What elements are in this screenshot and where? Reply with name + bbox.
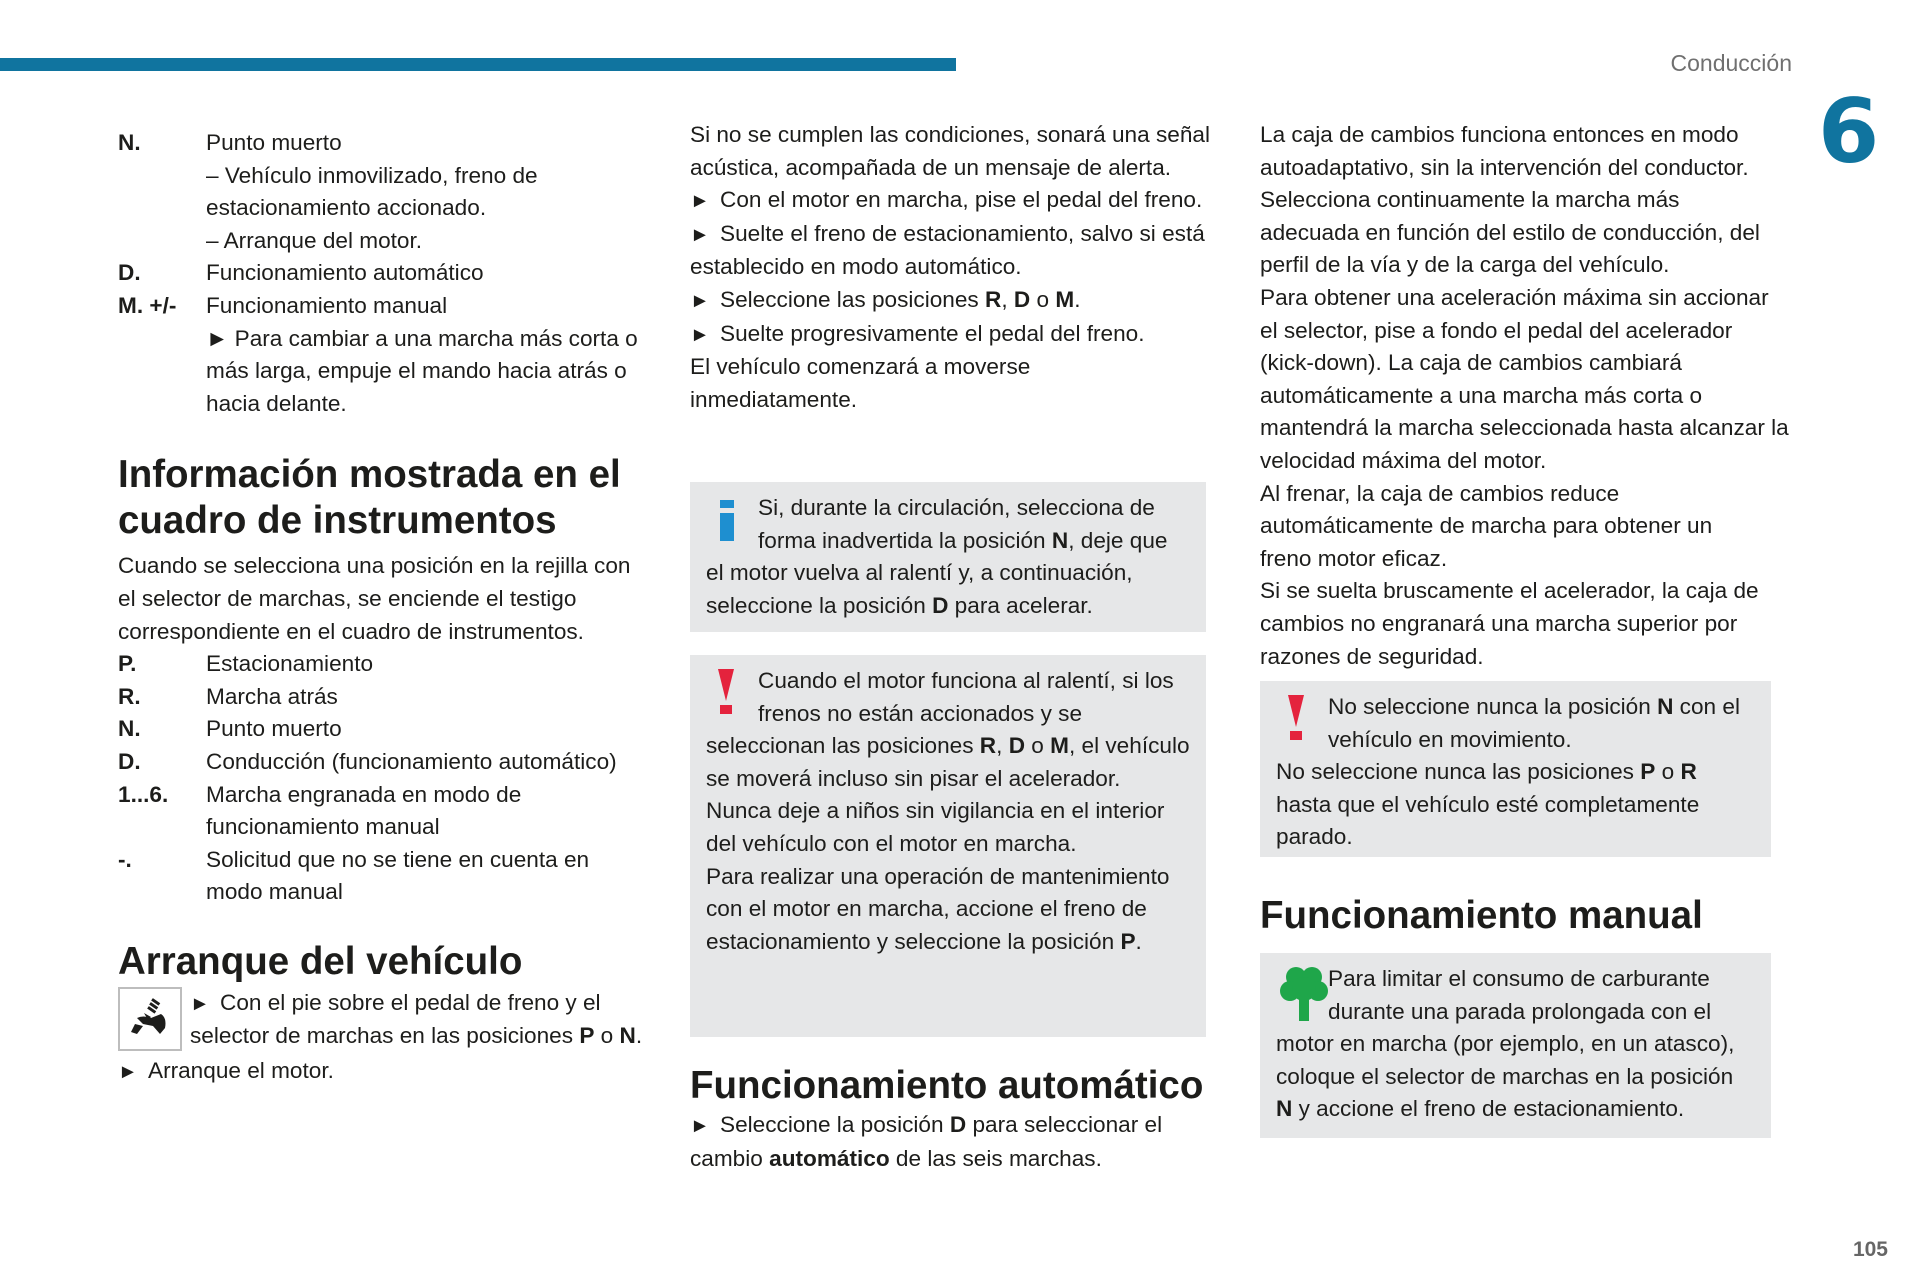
display-def	[118, 713, 658, 746]
paragraph: Para obtener una aceleración máxima sin accionar el selector, pise a fondo el pedal del acelerador (kick-down). La caja de cambios cambiará automáticamente a una marcha más corta o mantendrá la marcha seleccionada hasta alcanzar la velocidad máxima del motor.	[1260, 284, 1789, 473]
def-value: Marcha atrás	[206, 683, 338, 709]
display-def	[118, 648, 658, 681]
paragraph: Selecciona continuamente la marcha más adecuada en función del estilo de conducción, del perfil de la vía y de la carga del vehículo.	[1260, 187, 1760, 278]
def-key: -.	[118, 846, 132, 872]
step: ► Con el motor en marcha, pise el pedal del freno.	[690, 184, 1210, 218]
bullet-arrow-icon: ►	[690, 1115, 710, 1137]
bullet-arrow-icon: ►	[690, 190, 710, 213]
step: ► Seleccione la posición D para seleccionar el cambio automático de las seis marchas.	[690, 1112, 1163, 1171]
warning-children: Nunca deje a niños sin vigilancia en el interior del vehículo con el motor en marcha.	[706, 798, 1165, 856]
bullet-arrow-icon: ►	[118, 1060, 138, 1083]
display-def	[118, 681, 658, 714]
def-value: Punto muerto	[206, 130, 342, 155]
def-subitem: – Arranque del motor.	[206, 227, 423, 253]
info-paragraph: Cuando se selecciona una posición en la rejilla con el selector de marchas, se enciende el testigo correspondiente en el cuadro de instrumentos.	[118, 553, 631, 644]
def-value: Funcionamiento automático	[206, 260, 484, 286]
bullet-arrow-icon: ►	[690, 323, 710, 346]
right-column	[1260, 119, 1790, 673]
start-step-2: ► Arranque el motor.	[118, 1055, 658, 1089]
def-key: R.	[118, 683, 141, 709]
warning-note-box: Cuando el motor funciona al ralentí, si los frenos no están accionados y se seleccionan las posiciones R, D o M, el vehículo se moverá incluso sin pisar el acelerador. Nunca deje a niños sin vigilancia en el interior del vehículo con el motor en marcha. Para realizar una operación de mantenimiento con el motor en marcha, accione el freno de estacionamiento y seleccione la posición P.	[690, 655, 1206, 1037]
gear-def-d	[118, 257, 658, 290]
def-key: 1...6.	[118, 781, 169, 807]
paragraph: Si se suelta bruscamente el acelerador, la caja de cambios no engranará una marcha superior por razones de seguridad.	[1260, 578, 1759, 669]
def-value: Estacionamiento	[206, 651, 374, 677]
header-accent-bar	[0, 58, 956, 71]
step: ► Seleccione las posiciones R, D o M.	[690, 284, 1210, 318]
left-column	[118, 127, 658, 1088]
middle-column	[690, 119, 1210, 416]
chapter-number: 6	[1818, 80, 1880, 183]
info-note-box: Si, durante la circulación, selecciona de forma inadvertida la posición N, deje que el motor vuelva al ralentí y, a continuación, seleccione la posición D para acelerar.	[690, 482, 1206, 632]
eco-note-box: Para limitar el consumo de carburante durante una parada prolongada con el motor en marcha (por ejemplo, en un atasco), coloque el selector de marchas en la posición N y accione el freno de estacionamiento.	[1260, 953, 1771, 1138]
warning-note-box-right: No seleccione nunca la posición N con el vehículo en movimiento. No seleccione nunca las posiciones P o R hasta que el vehículo esté completamente parado.	[1260, 681, 1771, 857]
def-key: D.	[118, 260, 141, 286]
def-value: Marcha engranada en modo de funcionamiento manual	[206, 781, 522, 840]
def-value: Conducción (funcionamiento automático)	[206, 748, 617, 774]
display-def	[118, 844, 658, 909]
heading-automatic: Funcionamiento automático	[690, 1064, 1204, 1107]
eco-tree-icon	[1280, 965, 1328, 1021]
def-value: Solicitud que no se tiene en cuenta en modo manual	[206, 846, 590, 905]
def-value: Punto muerto	[206, 716, 342, 742]
paragraph: Al frenar, la caja de cambios reduce automáticamente de marcha para obtener un freno motor eficaz.	[1260, 480, 1713, 571]
start-step-1: ► Con el pie sobre el pedal de freno y el selector de marchas en las posiciones P o N.	[118, 987, 658, 1053]
conditions-intro: Si no se cumplen las condiciones, sonará una señal acústica, acompañada de un mensaje de alerta.	[690, 122, 1210, 180]
bullet-arrow-icon: ►	[690, 289, 710, 312]
foot-on-brake-pedal-icon	[118, 987, 182, 1051]
step: ► Suelte progresivamente el pedal del freno.	[690, 318, 1210, 352]
page-number: 105	[1852, 1238, 1888, 1261]
def-value: Funcionamiento manual	[206, 292, 448, 318]
def-key: P.	[118, 651, 137, 677]
warning-icon	[1288, 695, 1304, 740]
def-subitem: – Vehículo inmovilizado, freno de estacionamiento accionado.	[206, 162, 538, 221]
heading-manual: Funcionamiento manual	[1260, 894, 1703, 937]
gear-def-m	[118, 290, 658, 420]
def-key: N.	[118, 130, 141, 155]
def-key: M. +/-	[118, 292, 177, 318]
display-def	[118, 746, 658, 779]
paragraph: La caja de cambios funciona entonces en modo autoadaptativo, sin la intervención del conductor.	[1260, 122, 1749, 180]
def-step: ► Para cambiar a una marcha más corta o más larga, empuje el mando hacia atrás o hacia delante.	[206, 325, 638, 416]
def-key: N.	[118, 716, 141, 742]
section-label: Conducción	[1670, 50, 1792, 76]
heading-vehicle-start: Arranque del vehículo	[118, 939, 523, 983]
display-def	[118, 779, 658, 844]
conditions-outro: El vehículo comenzará a moverse inmediatamente.	[690, 354, 1031, 412]
bullet-arrow-icon: ►	[190, 992, 210, 1015]
heading-info-display: Información mostrada en el cuadro de instrumentos	[118, 453, 621, 543]
info-icon	[720, 500, 734, 541]
gear-def-n	[118, 127, 658, 257]
def-key: D.	[118, 748, 141, 774]
bullet-arrow-icon: ►	[690, 223, 710, 246]
auto-section	[690, 1063, 1210, 1175]
warning-icon	[718, 669, 734, 714]
step: ► Suelte el freno de estacionamiento, salvo si está establecido en modo automático.	[690, 220, 1205, 280]
